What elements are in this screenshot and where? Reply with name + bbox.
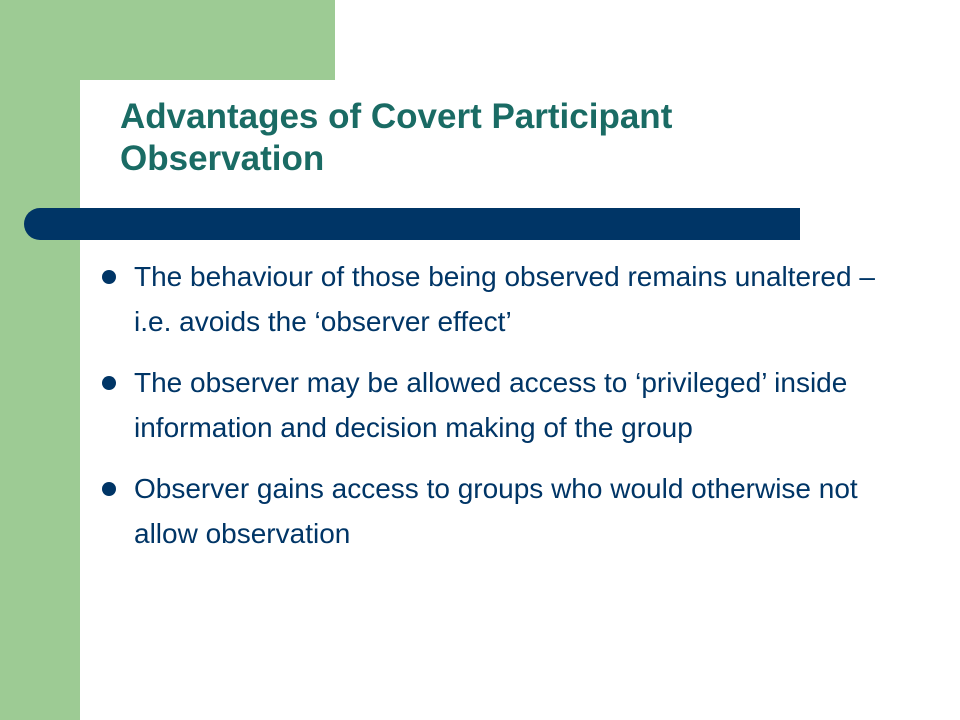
bullet-dot-icon [102,482,116,496]
title-divider-bar [24,208,800,240]
bullet-text: The observer may be allowed access to ‘privileged’ inside information and decision making of the group [134,367,848,443]
bullet-item [100,466,880,556]
slide-title: Advantages of Covert Participant Observation [120,97,673,178]
bullet-item [100,254,880,344]
bullet-text: The behaviour of those being observed remains unaltered – i.e. avoids the ‘observer effect’ [134,261,875,337]
bullet-dot-icon [102,376,116,390]
bullet-text: Observer gains access to groups who would otherwise not allow observation [134,473,858,549]
bullet-dot-icon [102,270,116,284]
top-accent-block [80,0,335,80]
bullet-list [100,254,880,572]
left-accent-strip [0,0,80,720]
bullet-item [100,360,880,450]
